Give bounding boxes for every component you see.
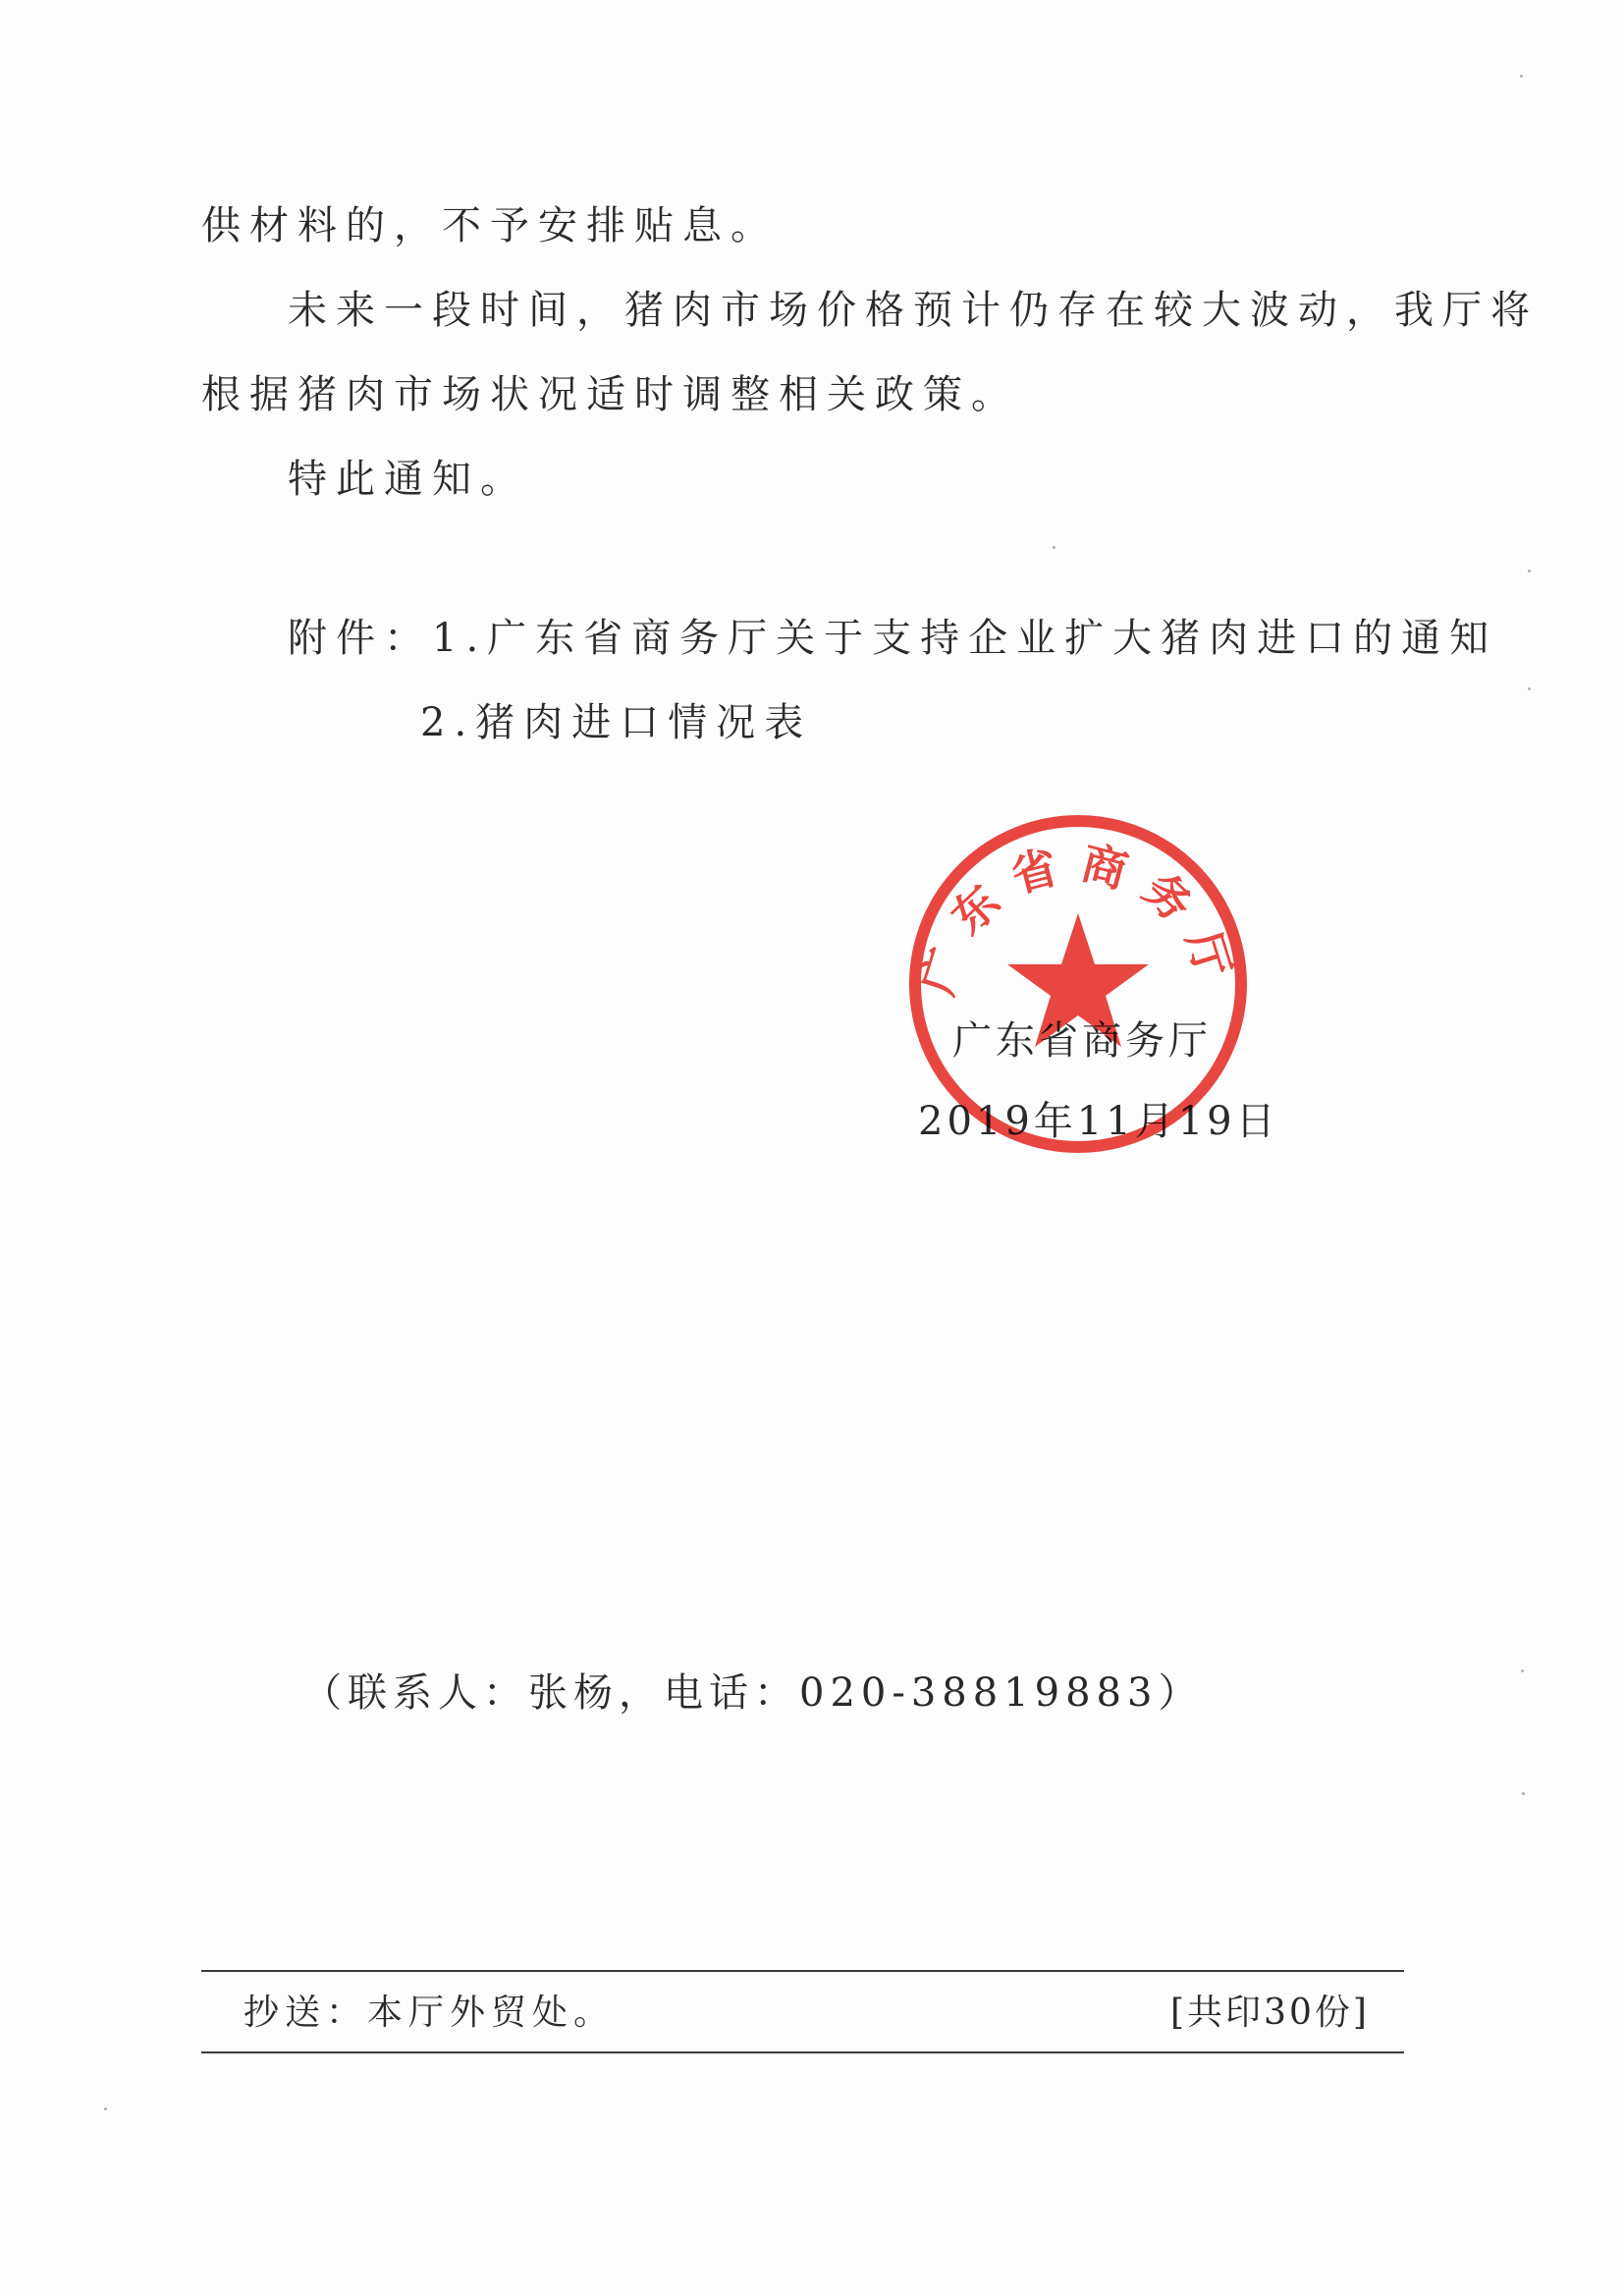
closing-text: 特此通知。: [288, 457, 528, 502]
official-seal: [901, 807, 1255, 1161]
scan-speck: [1521, 1669, 1524, 1672]
attachments-line-1: 附件：1.广东省商务厅关于支持企业扩大猪肉进口的通知: [288, 616, 1498, 661]
scan-speck: [1522, 1792, 1525, 1795]
scan-speck: [1528, 687, 1531, 690]
copies-count: [共印30份]: [1170, 1993, 1370, 2033]
star-icon: [1007, 913, 1149, 1047]
issue-date: 2019年11月19日: [918, 1099, 1279, 1144]
footer-rule-bottom: [201, 2051, 1404, 2053]
issuer-name: 广东省商务厅: [952, 1018, 1212, 1064]
paragraph-2-line-2: 根据猪肉市场状况适时调整相关政策。: [201, 372, 1019, 417]
contact-info: （联系人：张杨，电话：020-38819883）: [302, 1670, 1204, 1716]
scan-speck: [1520, 75, 1523, 78]
scan-speck: [1528, 570, 1531, 573]
attachments-line-2: 2.猪肉进口情况表: [420, 700, 813, 745]
footer-rule-top: [201, 1970, 1404, 1972]
cc-line: 抄送：本厅外贸处。: [244, 1993, 616, 2033]
paragraph-2-line-1: 未来一段时间，猪肉市场价格预计仍存在较大波动，我厅将: [288, 288, 1539, 333]
scan-speck: [104, 2107, 107, 2110]
seal-text: 广东省商务厅: [910, 835, 1246, 1002]
paragraph-tail: 供材料的，不予安排贴息。: [201, 203, 779, 248]
scan-speck: [1053, 546, 1056, 549]
